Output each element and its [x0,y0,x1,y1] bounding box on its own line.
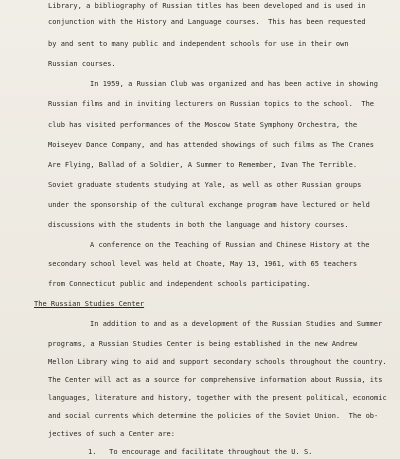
paragraph-line: The Center will act as a source for comprehensive information about Russia, its [48,376,383,384]
paragraph-line: Mellon Library wing to aid and support secondary schools throughout the country. [48,358,387,366]
paragraph-line: from Connecticut public and independent schools participating. [48,280,311,288]
paragraph-line: programs, a Russian Studies Center is being established in the new Andrew [48,340,358,348]
list-item: 1. To encourage and facilitate throughout the U. S. [88,448,313,456]
paragraph-line: conjunction with the History and Language courses. This has been requested [48,18,366,26]
paragraph-line: under the sponsorship of the cultural exchange program have lectured or held [48,201,370,209]
paragraph-line: In addition to and as a development of the Russian Studies and Summer [90,320,383,328]
section-heading: The Russian Studies Center [34,300,145,308]
paragraph-line: and social currents which determine the policies of the Soviet Union. The ob- [48,412,379,420]
paragraph-line: A conference on the Teaching of Russian and Chinese History at the [90,241,370,249]
paragraph-line: Are Flying, Ballad of a Soldier, A Summer to Remember, Ivan The Terrible. [48,161,358,169]
paragraph-line: discussions with the students in both the language and history courses. [48,221,349,229]
paragraph-line: club has visited performances of the Moscow State Symphony Orchestra, the [48,121,358,129]
paragraph-line: Library, a bibliography of Russian titles has been developed and is used in [48,2,366,10]
paragraph-line: jectives of such a Center are: [48,430,176,438]
paragraph-line: Russian courses. [48,60,116,68]
paragraph-line: by and sent to many public and independent schools for use in their own [48,40,349,48]
paragraph-line: In 1959, a Russian Club was organized and has been active in showing [90,80,378,88]
paragraph-line: Russian films and in inviting lecturers on Russian topics to the school. The [48,100,375,108]
paragraph-line: Soviet graduate students studying at Yale, as well as other Russian groups [48,181,362,189]
paragraph-line: Moiseyev Dance Company, and has attended showings of such films as The Cranes [48,141,375,149]
paragraph-line: secondary school level was held at Choate, May 13, 1961, with 65 teachers [48,260,358,268]
paragraph-line: languages, literature and history, together with the present political, economic [48,394,387,402]
